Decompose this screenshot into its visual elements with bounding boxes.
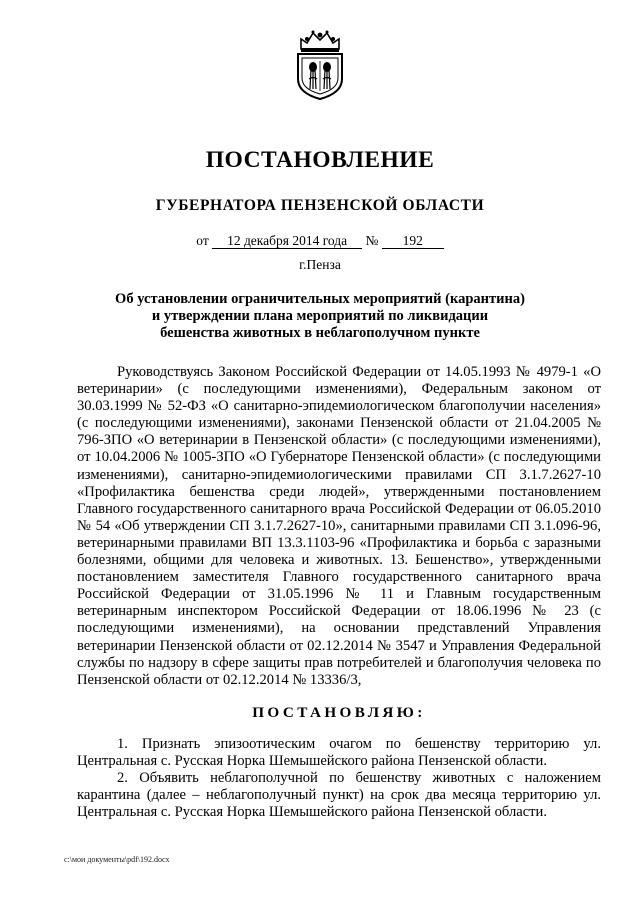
document-number: 192	[382, 233, 444, 249]
document-heading	[100, 291, 540, 343]
document-subtitle: ГУБЕРНАТОРА ПЕНЗЕНСКОЙ ОБЛАСТИ	[155, 197, 485, 214]
heading-line: Об установлении ограничительных мероприятий (карантина)	[115, 291, 525, 307]
heading-line: бешенства животных в неблагополучном пункте	[160, 325, 480, 342]
item-paragraph: 2. Объявить неблагополучной по бешенству животных с наложением карантина (далее – неблагополучный пункт) на срок два месяца территорию ул. Центральная с. Русская Норка Шемышейского района Пензенской области.	[77, 769, 601, 821]
city: г.Пенза	[299, 257, 341, 272]
decree-word: ПОСТАНОВЛЯЮ:	[252, 703, 426, 721]
item-paragraph: 1. Признать эпизоотическим очагом по бешенству территорию ул. Центральная с. Русская Норка Шемышейского района Пензенской области.	[77, 735, 601, 769]
document-body	[77, 364, 601, 821]
date-prefix: от	[196, 233, 209, 248]
number-prefix: №	[365, 233, 379, 248]
penza-coat-of-arms-icon	[291, 27, 349, 101]
document-title: ПОСТАНОВЛЕНИЕ	[205, 147, 435, 173]
file-path-footer: c:\мои документы\pdf\192.docx	[64, 855, 170, 864]
preamble-paragraph: Руководствуясь Законом Российской Федерации от 14.05.1993 № 4979-1 «О ветеринарии» (с последующими изменениями), Федеральным законом от 30.03.1999 № 52-ФЗ «О санитарно-эпидемиологическом благополучии населения» (с последующими изменениями), законами Пензенской области от 21.04.2005 № 796-ЗПО «О ветеринарии в Пензенской области» (с последующими изменениями), от 10.04.2006 № 1005-ЗПО «О Губернаторе Пензенской области» (с последующими изменениями), санитарно-эпидемиологическими правилами СП 3.1.7.2627-10 «Профилактика бешенства среди людей», утвержденными постановлением Главного государственного санитарного врача Российской Федерации от 06.05.2010 № 54 «Об утверждении СП 3.1.7.2627-10», санитарными правилами СП 3.1.096-96, ветеринарными правилами ВП 13.3.1103-96 «Профилактика и борьба с заразными болезнями, общими для человека и животных. 13. Бешенство», утвержденными постановлением заместителя Главного государственного санитарного врача Российской Федерации от 31.05.1996 № 11 и Главным государственным ветеринарным инспектором Российской Федерации от 18.06.1996 № 23 (с последующими изменениями), на основании представлений Управления ветеринарии Пензенской области от 02.12.2014 № 3547 и Управления Федеральной службы по надзору в сфере защиты прав потребителей и благополучия человека по Пензенской области от 02.12.2014 № 13336/3,	[77, 364, 601, 688]
date-number-line	[0, 232, 640, 250]
heading-line: и утверждении плана мероприятий по ликвидации	[151, 308, 489, 325]
document-date: 12 декабря 2014 года	[212, 233, 362, 249]
